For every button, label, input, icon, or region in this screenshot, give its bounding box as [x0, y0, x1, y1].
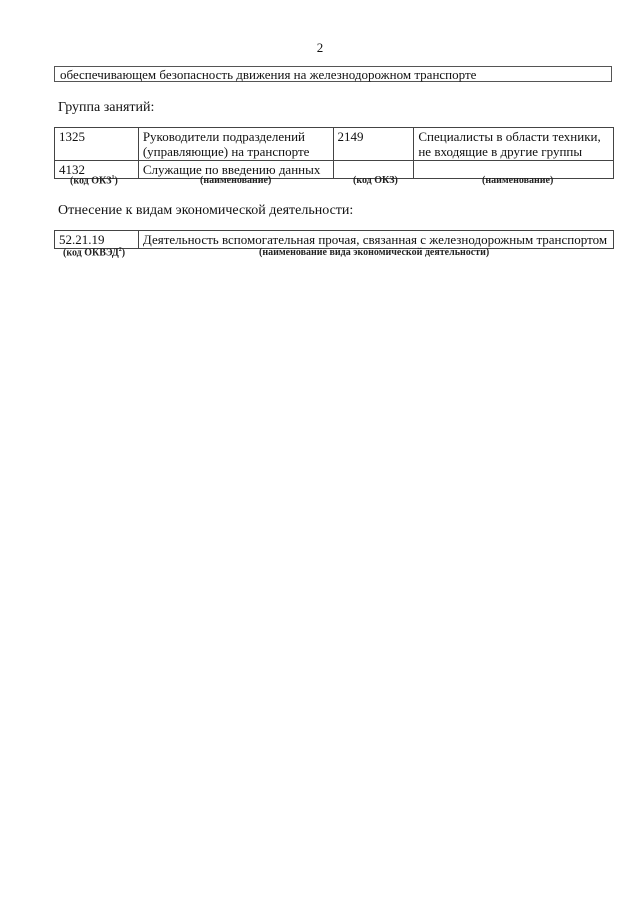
purpose-line: обеспечивающем безопасность движения на железнодорожном транспорте [54, 66, 612, 82]
okz-code-caption [70, 175, 118, 186]
okz-name-caption: (наименование) [200, 175, 272, 186]
okz-name-cell: Руководители подразделений (управляющие) на транспорте [138, 128, 333, 161]
okz-name-cell: Служащие по введению данных [138, 161, 333, 179]
caption-text: (код ОКЗ [70, 175, 112, 187]
footnote-mark: 2 [118, 247, 122, 253]
okved-code-cell: 52.21.19 [55, 231, 139, 249]
occupation-group-heading: Группа занятий: [58, 100, 155, 115]
okz-code-cell: 1325 [55, 128, 139, 161]
okz-code-cell: 2149 [333, 128, 414, 161]
footnote-mark: 1 [111, 175, 115, 181]
occupation-table [54, 127, 614, 179]
okz-name-caption-2: (наименование) [482, 175, 554, 186]
page-number: 2 [316, 40, 324, 55]
table-row [55, 231, 614, 249]
okz-code-caption-2: (код ОКЗ) [353, 175, 398, 186]
table-row [55, 128, 614, 161]
okz-name-cell: Специалисты в области техники, не входящие в другие группы [414, 128, 614, 161]
caption-text: (код ОКВЭД [63, 247, 119, 259]
okz-code-cell: 4132 [55, 161, 139, 179]
okved-name-caption: (наименование вида экономической деятельности) [259, 247, 490, 258]
activity-heading: Отнесение к видам экономической деятельности: [58, 203, 354, 218]
caption-close: ) [114, 175, 118, 187]
caption-close: ) [121, 247, 126, 259]
okved-name-cell: Деятельность вспомогательная прочая, связанная с железнодорожным транспортом [138, 231, 613, 249]
okved-code-caption [63, 247, 125, 258]
